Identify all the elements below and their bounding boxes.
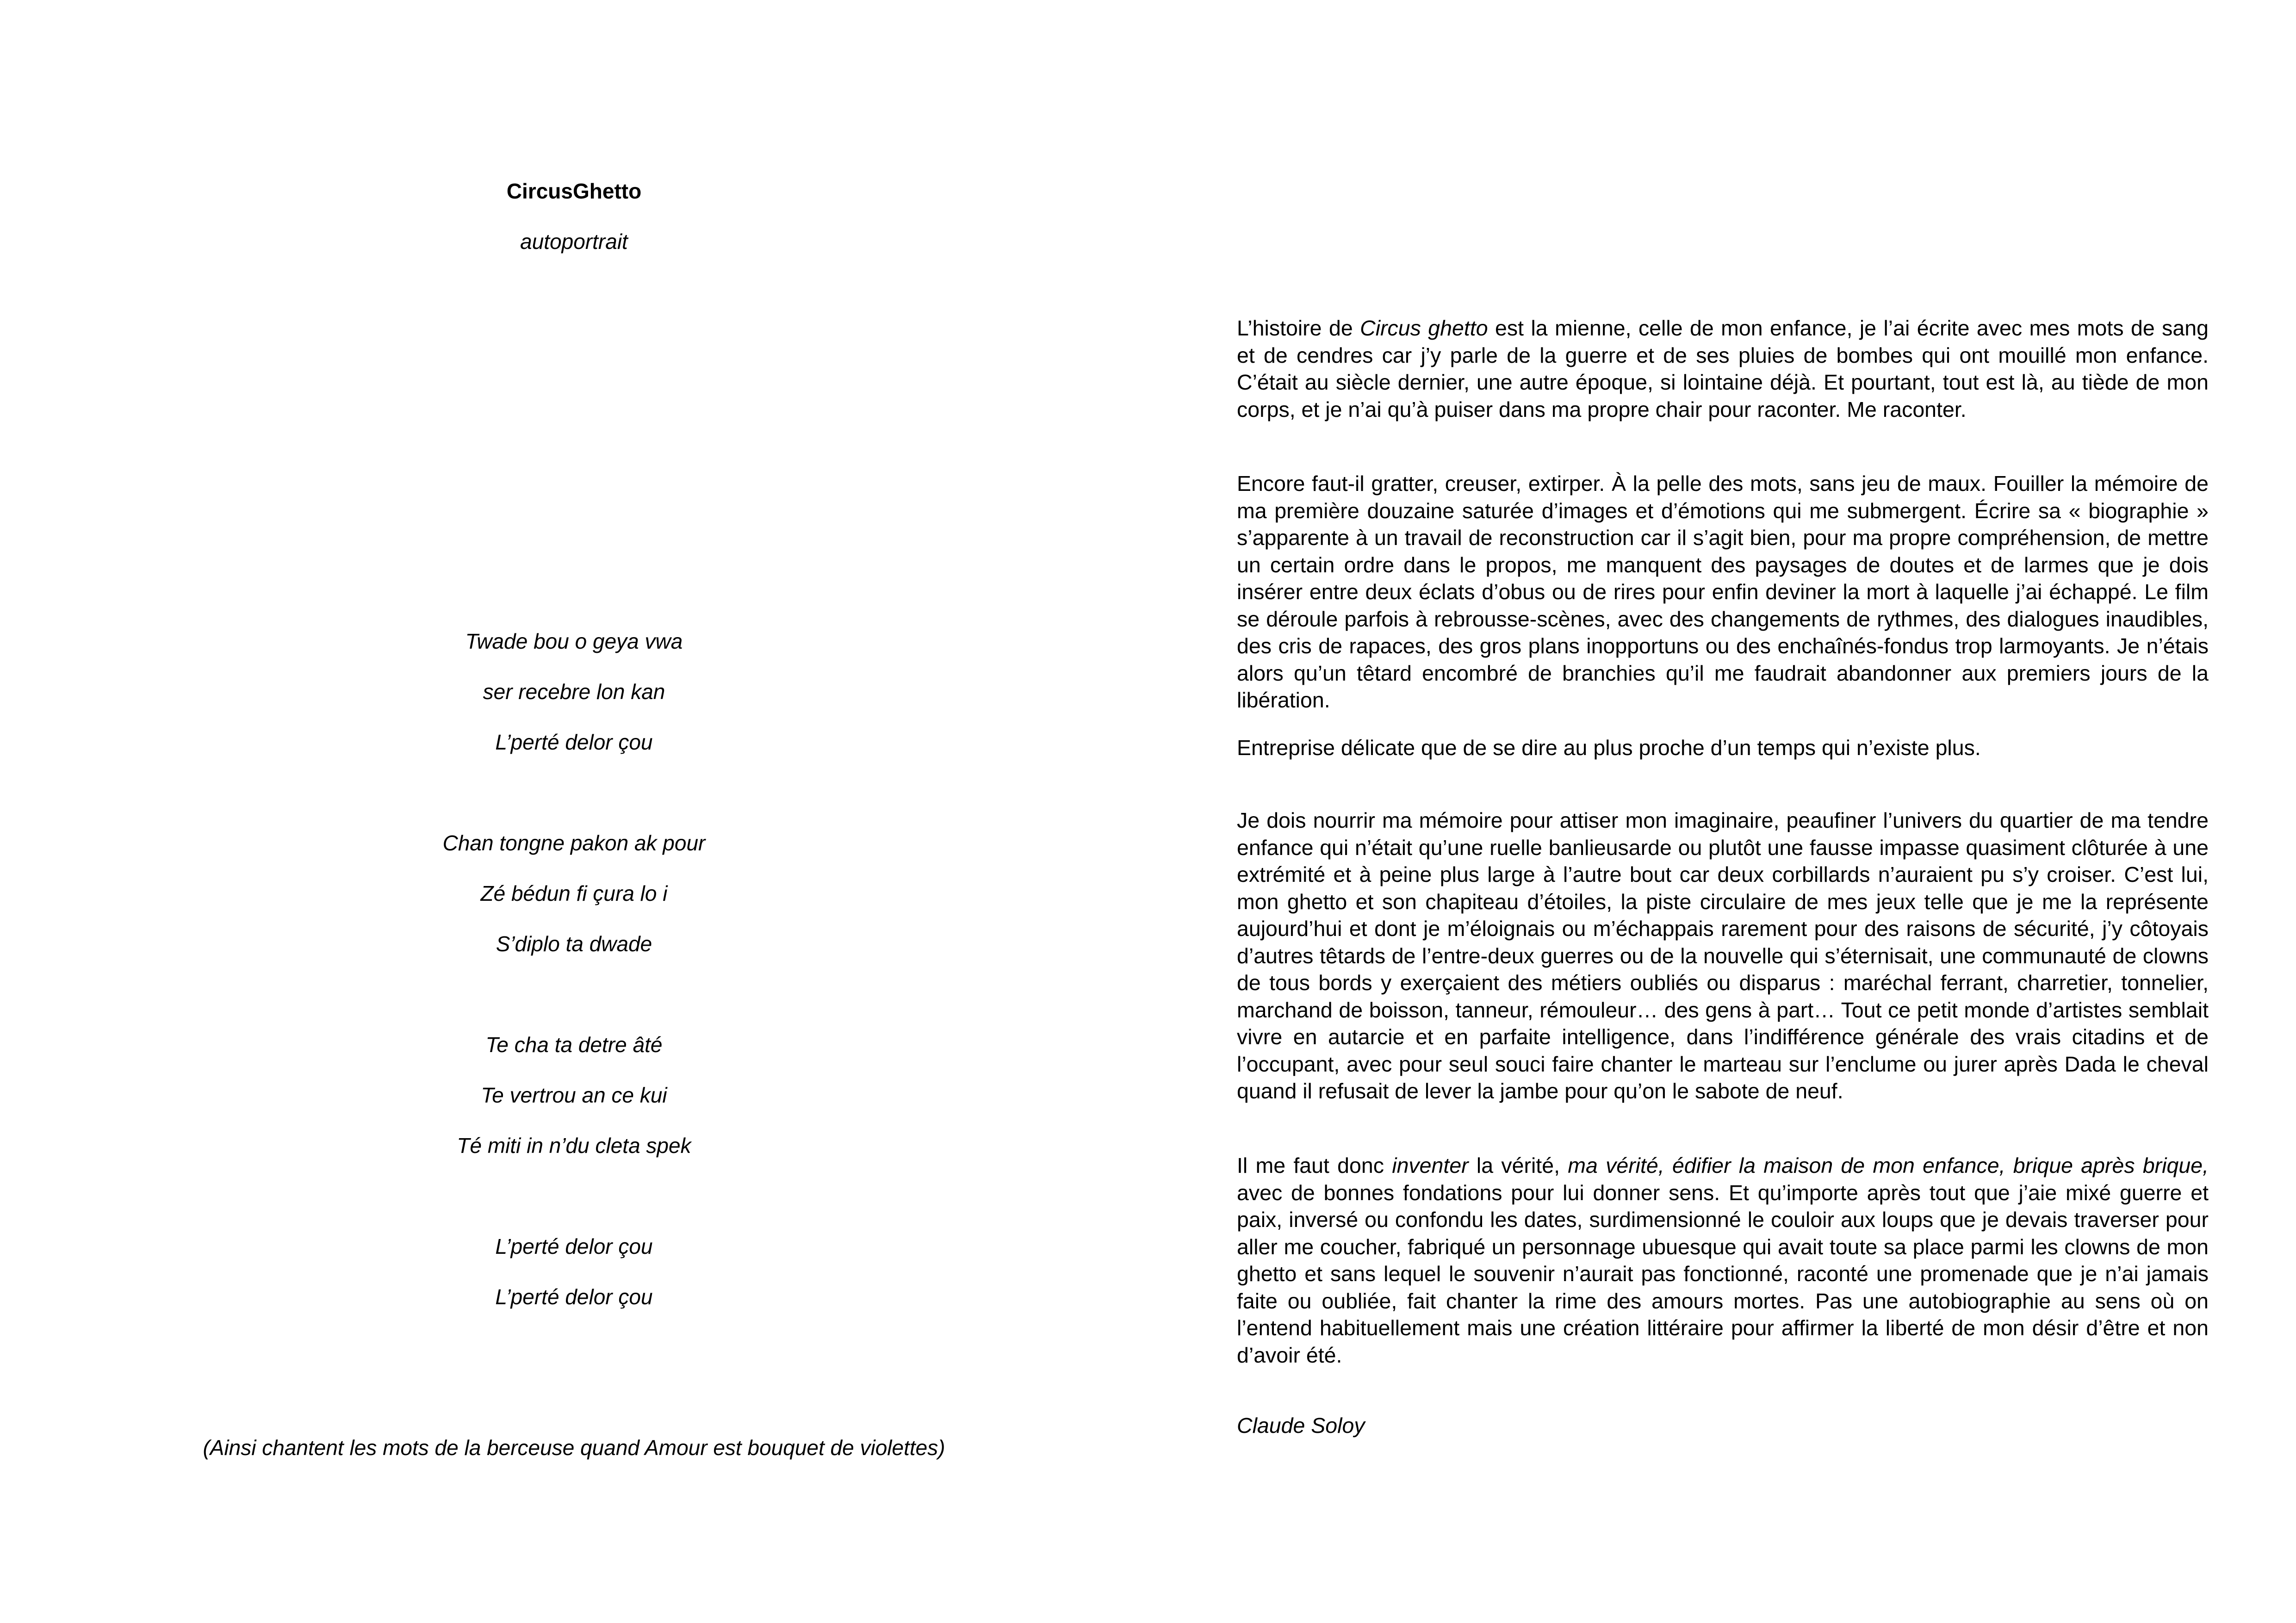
poem-line: ser recebre lon kan bbox=[483, 680, 665, 704]
emphasis: inventer bbox=[1392, 1153, 1469, 1177]
author-signature: Claude Soloy bbox=[1237, 1413, 1365, 1437]
paragraph-text: avec de bonnes fondations pour lui donner sens. Et qu’importe après tout que j’aie mixé guerre et paix, inversé ou confondu les dates, surdimensionné le couloir aux loups que je devais traverser pour aller me coucher, fabriqué un personnage ubuesque qui avait toute sa place parmi les clowns de mon ghetto et sans lequel le souvenir n’aurait pas fonctionné, raconté une promenade que je n’ai jamais faite ou oubliée, fait chanter la rime des amours mortes. Pas une autobiographie au sens où on l’entend habituellement mais une création littéraire pour affirmer la liberté de mon désir d’être et non d’avoir été. bbox=[1237, 1180, 2209, 1367]
paragraph-text: L’histoire de bbox=[1237, 316, 1360, 340]
paragraph-5 bbox=[1237, 1152, 2209, 1369]
poem-line: Té miti in n’du cleta spek bbox=[457, 1134, 691, 1158]
paragraph-text: Il me faut donc bbox=[1237, 1153, 1392, 1177]
poem-footnote: (Ainsi chantent les mots de la berceuse quand Amour est bouquet de violettes) bbox=[203, 1436, 945, 1460]
paragraph-1 bbox=[1237, 315, 2209, 423]
book-title-reference: Circus ghetto bbox=[1360, 316, 1488, 340]
paragraph-text: est la mienne, celle de mon enfance, je l’ai écrite avec mes mots de sang et de cendres car j’y parle de la guerre et de ses pluies de bombes qui ont mouillé mon enfance. C’était au siècle dernier, une autre époque, si lointaine déjà. Et pourtant, tout est là, au tiède de mon corps, et je n’ai qu’à puiser dans ma propre chair pour raconter. Me raconter. bbox=[1237, 316, 2209, 421]
book-title: CircusGhetto bbox=[506, 179, 642, 203]
poem-line: L’perté delor çou bbox=[495, 730, 653, 754]
paragraph-4: Je dois nourrir ma mémoire pour attiser mon imaginaire, peaufiner l’univers du quartier de ma tendre enfance qui n’était qu’une ruelle banlieusarde ou plutôt une fausse impasse quasiment clôturée à une extrémité et à peine plus large à l’autre bout car deux corbillards n’auraient pu s’y croiser. C’est lui, mon ghetto et son chapiteau d’étoiles, la piste circulaire de mes jeux telle que je me la représente aujourd’hui et dont je m’éloignais ou m’échappais rarement pour des raisons de sécurité, j’y côtoyais d’autres têtards de l’entre-deux guerres ou de la nouvelle qui s’éternisait, une communauté de clowns de tous bords y exerçaient des métiers oubliés ou disparus : maréchal ferrant, charretier, tonnelier, marchand de boisson, tanneur, rémouleur… des gens à part… Tout ce petit monde d’artistes semblait vivre en autarcie et en parfaite intelligence, dans l’indifférence générale des vrais citadins et de l’occupant, avec pour seul souci faire chanter le marteau sur l’enclume ou jurer après Dada le cheval quand il refusait de lever la jambe pour qu’on le sabote de neuf. bbox=[1237, 808, 2209, 1103]
paragraph-2: Encore faut-il gratter, creuser, extirper. À la pelle des mots, sans jeu de maux. Fouiller la mémoire de ma première douzaine saturée d’images et d’émotions qui me submergent. Écrire sa « biographie » s’apparente à un travail de reconstruction car il s’agit bien, pour ma propre compréhension, de mettre un certain ordre dans le propos, me manquent des paysages de doutes et de larmes que je dois insérer entre deux éclats d’obus ou de rires pour enfin deviner la mort à laquelle j’ai échappé. Le film se déroule parfois à rebrousse-scènes, avec des changements de rythmes, des dialogues inaudibles, des cris de rapaces, des gros plans inopportuns ou des enchaînés-fondus trop larmoyants. Je n’étais alors qu’un têtard encombré de branchies qu’il me faudrait abandonner aux premiers jours de la libération. bbox=[1237, 471, 2209, 712]
poem-line: L’perté delor çou bbox=[495, 1234, 653, 1258]
poem-line: L’perté delor çou bbox=[495, 1285, 653, 1309]
poem-line: Zé bédun fi çura lo i bbox=[480, 881, 668, 905]
paragraph-3: Entreprise délicate que de se dire au plus proche d’un temps qui n’existe plus. bbox=[1237, 736, 1981, 760]
poem-line: Twade bou o geya vwa bbox=[465, 629, 683, 653]
book-subtitle: autoportrait bbox=[520, 229, 628, 254]
poem-line: Te vertrou an ce kui bbox=[481, 1083, 667, 1107]
emphasis: ma vérité, édifier la maison de mon enfance, brique après brique, bbox=[1568, 1153, 2209, 1177]
paragraph-text: la vérité, bbox=[1468, 1153, 1568, 1177]
poem-line: Chan tongne pakon ak pour bbox=[442, 831, 706, 855]
poem-line: Te cha ta detre âté bbox=[485, 1033, 663, 1057]
poem-line: S’diplo ta dwade bbox=[496, 932, 652, 956]
